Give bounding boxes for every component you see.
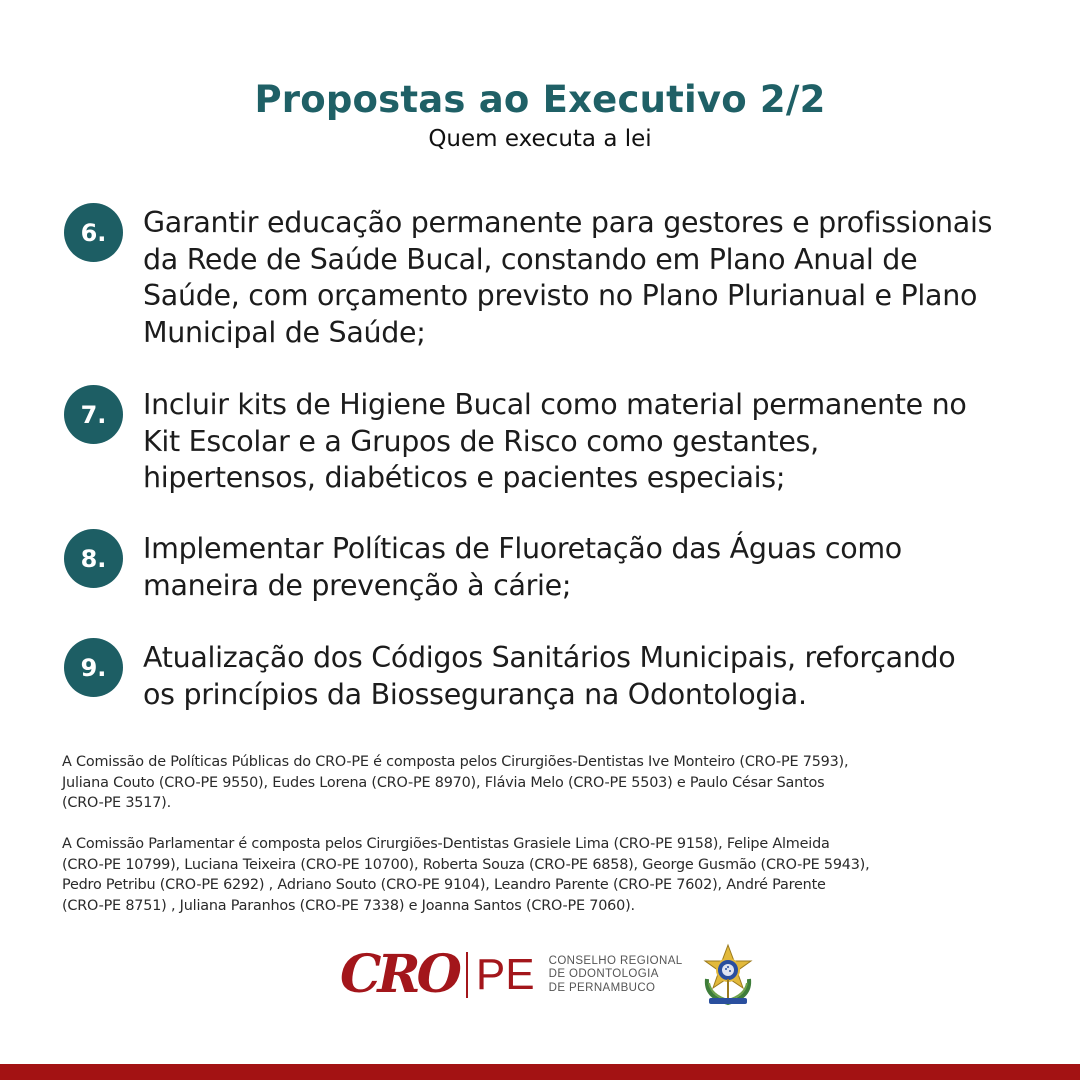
- note-line: (CRO-PE 8751) , Juliana Paranhos (CRO-PE 7338) e Joanna Santos (CRO-PE 7060).: [62, 897, 635, 914]
- note-line: (CRO-PE 3517).: [62, 795, 171, 811]
- page-subtitle: Quem executa a lei: [428, 126, 652, 152]
- proposal-number-badge: 7.: [64, 385, 123, 444]
- cro-pe-logo: [340, 940, 759, 1010]
- parliamentary-commission-note: [62, 834, 1022, 916]
- proposal-item-8: [64, 531, 1034, 604]
- page-title: Propostas ao Executivo 2/2: [254, 78, 826, 121]
- org-name-line: DE ODONTOLOGIA: [548, 968, 659, 981]
- brazil-coat-of-arms-icon: [697, 943, 759, 1007]
- proposal-line: Atualização dos Códigos Sanitários Municipais, reforçando: [143, 641, 956, 674]
- org-name-line: DE PERNAMBUCO: [548, 981, 656, 994]
- policies-commission-note: [62, 752, 1022, 814]
- cro-wordmark: CRO: [340, 944, 458, 1005]
- header: [0, 78, 1080, 154]
- proposal-line: maneira de prevenção à cárie;: [143, 568, 572, 602]
- proposal-item-6: [64, 205, 1034, 351]
- proposal-line: Implementar Políticas de Fluoretação das Águas como: [143, 532, 902, 565]
- proposal-number-badge: 8.: [64, 529, 123, 588]
- note-line: A Comissão de Políticas Públicas do CRO-PE é composta pelos Cirurgiões-Dentistas Ive Monteiro (CRO-PE 7593),: [62, 754, 849, 770]
- proposal-number-badge: 9.: [64, 638, 123, 697]
- note-line: Pedro Petribu (CRO-PE 6292) , Adriano Souto (CRO-PE 9104), Leandro Parente (CRO-PE 7602), André Parente: [62, 877, 826, 893]
- proposal-item-9: [64, 640, 1034, 713]
- org-name-line: CONSELHO REGIONAL: [548, 954, 683, 967]
- proposal-text: [143, 387, 967, 497]
- note-line: (CRO-PE 10799), Luciana Teixeira (CRO-PE 10700), Roberta Souza (CRO-PE 6858), George Gusmão (CRO-PE 5943),: [62, 856, 870, 873]
- proposal-text: [143, 531, 902, 604]
- proposal-line: Garantir educação permanente para gestores e profissionais: [143, 206, 993, 239]
- pe-wordmark: PE: [466, 952, 535, 998]
- proposal-line: Municipal de Saúde;: [143, 315, 426, 349]
- proposal-line: Incluir kits de Higiene Bucal como material permanente no: [143, 388, 967, 421]
- proposal-line: hipertensos, diabéticos e pacientes especiais;: [143, 461, 786, 494]
- bottom-accent-bar: [0, 1064, 1080, 1080]
- proposal-line: os princípios da Biossegurança na Odontologia.: [143, 677, 807, 711]
- proposal-number-badge: 6.: [64, 203, 123, 262]
- proposal-text: [143, 205, 992, 351]
- note-line: A Comissão Parlamentar é composta pelos Cirurgiões-Dentistas Grasiele Lima (CRO-PE 9158), Felipe Almeida: [62, 836, 830, 852]
- proposal-line: da Rede de Saúde Bucal, constando em Plano Anual de: [143, 242, 918, 276]
- proposal-text: [143, 640, 955, 713]
- note-line: Juliana Couto (CRO-PE 9550), Eudes Lorena (CRO-PE 8970), Flávia Melo (CRO-PE 5503) e Paulo César Santos: [62, 774, 825, 791]
- proposal-line: Kit Escolar e a Grupos de Risco como gestantes,: [143, 424, 819, 458]
- proposal-item-7: [64, 387, 1034, 497]
- proposal-line: Saúde, com orçamento previsto no Plano Plurianual e Plano: [143, 279, 978, 312]
- org-name: [549, 955, 683, 996]
